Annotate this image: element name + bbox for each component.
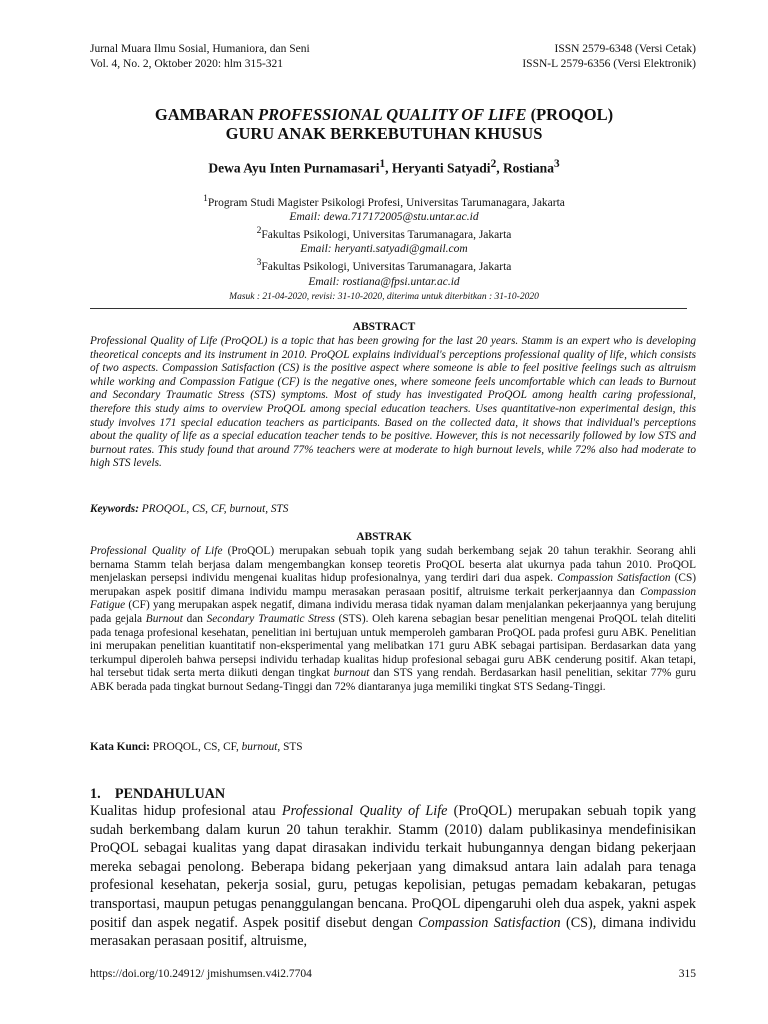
- section-body: [90, 802, 696, 951]
- keywords-label: Keywords:: [90, 503, 139, 515]
- author-name: Dewa Ayu Inten Purnamasari: [208, 160, 380, 176]
- abstrak-span: dan: [182, 612, 207, 625]
- affiliation-sup: 2: [256, 225, 262, 237]
- italic-term: Compassion Satisfaction: [557, 572, 671, 585]
- abstrak-span: (STS). Oleh karena sebagian besar penelitian mengenai ProQOL telah diteliti pada tenaga profesional kesehatan, penelitian ini bertujuan untuk memperoleh gambaran ProQOL pada profesi guru ABK. Penelitian ini merupakan penelitian kuantitatif non-eksperimental yang melibatkan 171 guru ABK sebagai partisipan. Berdasarkan data yang terkumpul diperoleh bahwa persepsi individu terhadap kualitas hidup profesional sebagai guru ABK cenderung positif. Akan tetapi, hal tersebut tidak serta merta diikuti dengan tingkat: [90, 612, 696, 680]
- affiliation-sup: 1: [203, 193, 208, 204]
- affiliation-text: Fakultas Psikologi, Universitas Tarumanagara, Jakarta: [261, 229, 512, 242]
- abstrak-span: (CF) yang merupakan aspek negatif, dimana individu merasa tidak nyaman dalam menjalankan pekerjaannya yang berujung pada gejala: [90, 599, 696, 625]
- abstract-heading: ABSTRACT: [352, 321, 416, 333]
- title-line2: GURU ANAK BERKEBUTUHAN KHUSUS: [225, 124, 543, 143]
- italic-term: Compassion Satisfaction: [418, 914, 561, 931]
- page-number: 315: [678, 968, 696, 980]
- paper-title: [80, 105, 688, 143]
- kata-kunci-text: , STS: [277, 741, 303, 753]
- affiliation-text: Fakultas Psikologi, Universitas Tarumanagara, Jakarta: [261, 261, 512, 274]
- journal-volume: Vol. 4, No. 2, Oktober 2020: hlm 315-321: [90, 57, 284, 70]
- issn-online: ISSN-L 2579-6356 (Versi Elektronik): [522, 57, 696, 70]
- author-list: Dewa Ayu Inten Purnamasari$^1$, Heryanti Satyadi$^2$, Rostiana$^3$: [208, 158, 560, 176]
- body-span: (CS), dimana individu merasakan perasaan positif, altruisme,: [90, 914, 696, 950]
- abstract-text: Professional Quality of Life (ProQOL) is a topic that has been growing for the last 20 years. Stamm is an expert who is developing theoretical concepts and its instrument in 2010. ProQOL explains individual's perceptions professional quality of life, which consists of two aspects. Compassion Satisfaction (CS) is the positive aspect where someone is able to feel positive feelings such as altruism while working and Compassion Fatigue (CF) is the negative ones, where someone feels uncomfortable which can leads to Burnout and Secondary Traumatic Stress (STS) symptoms. Most of study has investigated ProQOL among health caring professional, therefore this study aims to overview ProQOL among special education teachers. Uses quantitative-non experimental design, this study involves 171 special education teachers as participants. Based on the collected data, it shows that individual's perceptions about the quality of life as a special education teacher tends to be positive. However, this is not necessarily followed by low STS and burnout rates. This study found that around 77% teachers were at moderate to high burnout levels, while 72% also had moderate to high STS levels.: [90, 335, 696, 470]
- abstrak-span: (ProQOL) merupakan sebuah topik yang sudah berkembang sejak 20 tahun terakhir. Seorang ahli bernama Stamm telah berjasa dalam mengembangkan konsep teoretis ProQOL beserta alat ukurnya pada tahun 2010. ProQOL menjelaskan persepsi individu mengenai kualitas hidup profesionalnya, yang terdiri dari dua aspek.: [90, 545, 696, 585]
- author-name: Heryanti Satyadi: [391, 160, 491, 176]
- author-sup: 1: [379, 158, 386, 170]
- email-text: Email: dewa.717172005@stu.untar.ac.id: [289, 211, 479, 224]
- italic-term: Professional Quality of Life: [281, 803, 448, 819]
- kata-kunci-text: PROQOL, CS, CF,: [149, 741, 242, 753]
- author-sup: 3: [553, 158, 560, 170]
- title-part: (PROQOL): [526, 105, 614, 124]
- kata-kunci: [90, 741, 696, 753]
- affiliation: [80, 192, 688, 210]
- email-text: Email: rostiana@fpsi.untar.ac.id: [308, 275, 460, 288]
- keywords-text: PROQOL, CS, CF, burnout, STS: [138, 503, 289, 515]
- affiliation: [80, 256, 688, 274]
- affiliation: [80, 224, 688, 242]
- section-heading: 1. PENDAHULUAN: [90, 786, 226, 802]
- body-span: Kualitas hidup profesional atau: [90, 803, 282, 819]
- abstrak-span: (CS) merupakan aspek positif dimana individu mampu merasakan perasaan positif, altruisme terkait perkerjaannya dan: [90, 572, 697, 598]
- keywords: [90, 503, 696, 515]
- abstrak-heading: ABSTRAK: [356, 531, 412, 543]
- kata-kunci-label: Kata Kunci:: [90, 741, 150, 753]
- body-span: (ProQOL) merupakan sebuah topik yang sudah berkembang dalam kurun 20 tahun terakhir. Stamm (2010) dalam publikasinya mendefinisikan ProQOL sebagai kualitas yang dapat dirasakan individu terkait hubungannya dengan bidang pekerjaan mereka sebagai penolong. Beberapa bidang pekerjaan yang dimaksud antara lain adalah para tenaga profesional kesehatan, pekerja sosial, guru, petugas kepolisian, petugas pemadam kebakaran, petugas transportasi, maupun petugas penanggulangan bencana. ProQOL dipengaruhi oleh dua aspek, yakni aspek positif dan aspek negatif. Aspek positif disebut dengan: [90, 803, 696, 931]
- issn-print: ISSN 2579-6348 (Versi Cetak): [554, 43, 696, 55]
- italic-term: Secondary Traumatic Stress: [206, 612, 335, 625]
- italic-term: burnout: [333, 667, 370, 680]
- kata-kunci-text: burnout: [241, 741, 278, 753]
- divider: [90, 308, 687, 309]
- journal-name: Jurnal Muara Ilmu Sosial, Humaniora, dan Seni: [90, 43, 310, 55]
- submission-dates: Masuk : 21-04-2020, revisi: 31-10-2020, diterima untuk diterbitkan : 31-10-2020: [229, 292, 539, 302]
- italic-term: Professional Quality of Life: [90, 545, 223, 557]
- issn-block: [522, 42, 696, 71]
- email-text: Email: heryanti.satyadi@gmail.com: [300, 243, 468, 256]
- title-part: GAMBARAN: [154, 105, 258, 124]
- italic-term: Burnout: [145, 612, 183, 625]
- author-sup: 2: [490, 158, 497, 170]
- abstrak-text: [90, 545, 696, 695]
- title-italic-part: PROFESSIONAL QUALITY OF LIFE: [258, 105, 527, 124]
- journal-header: [90, 42, 310, 71]
- author-name: Rostiana: [502, 160, 554, 176]
- abstrak-span: dan STS yang rendah. Berdasarkan hasil penelitian, sekitar 77% guru ABK berada pada tingkat burnout Sedang-Tinggi dan 72% diantaranya juga memiliki tingkat STS Sedang-Tinggi.: [90, 667, 696, 693]
- affiliation-sup: 3: [256, 257, 262, 269]
- affiliations: [80, 192, 688, 289]
- affiliation-text: Program Studi Magister Psikologi Profesi, Universitas Tarumanagara, Jakarta: [207, 196, 565, 209]
- italic-term: Compassion Fatigue: [90, 585, 696, 612]
- doi-link[interactable]: https://doi.org/10.24912/ jmishumsen.v4i2.7704: [90, 968, 312, 980]
